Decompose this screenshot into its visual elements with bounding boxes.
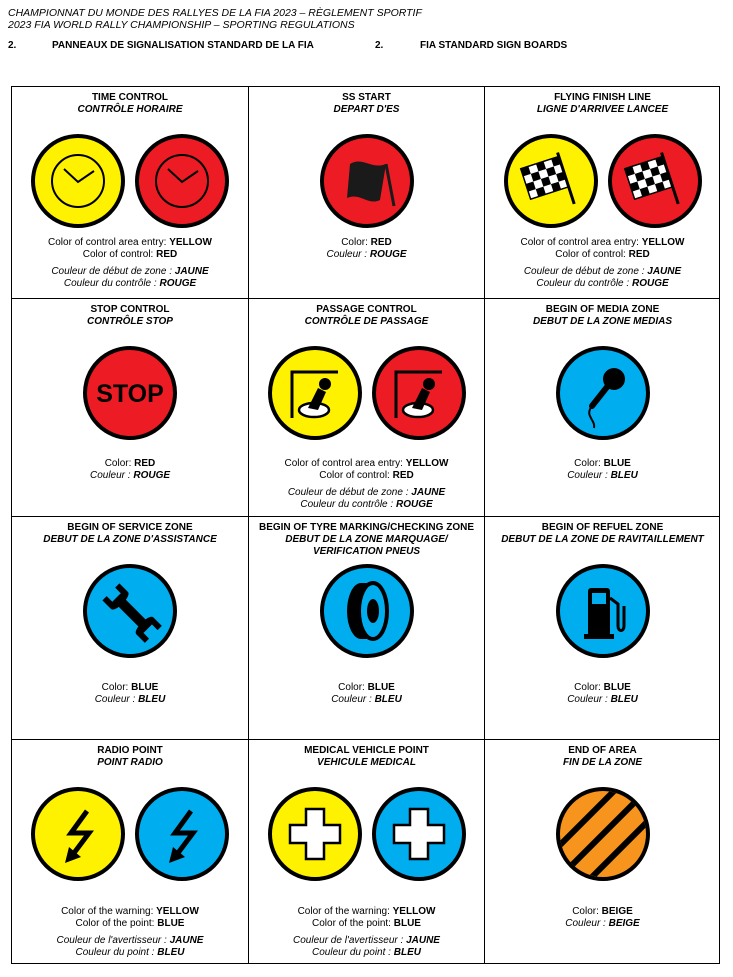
sign-cell: [485, 740, 720, 964]
sign-title-en: BEGIN OF REFUEL ZONE: [541, 522, 664, 533]
sign-title: [12, 522, 248, 546]
sign-title: [12, 92, 248, 116]
colour-note-value: BLUE: [603, 682, 631, 693]
sign-title: [12, 745, 248, 769]
colour-note-value: BLUE: [393, 918, 421, 929]
colour-note-value: YELLOW: [392, 906, 436, 917]
colour-note-value: JAUNE: [647, 266, 682, 277]
colour-note-line: [249, 249, 484, 261]
colour-note-label: Color:: [572, 906, 602, 917]
sign-cell: [12, 517, 248, 739]
sign-colour-notes: [12, 906, 248, 959]
sign-title: [249, 745, 484, 769]
sign-colour-notes: [485, 237, 720, 290]
colour-note-line: [249, 918, 484, 930]
colour-note-label: Color of control area entry:: [284, 458, 406, 469]
colour-note-label: Couleur du point :: [75, 947, 158, 958]
colour-note-value: BLEU: [157, 947, 185, 958]
colour-note-line: [12, 266, 248, 278]
colour-note-line: [12, 682, 248, 694]
colour-note-value: RED: [370, 237, 392, 248]
colour-note-label: Color of the warning:: [297, 906, 393, 917]
sign-board: [320, 134, 414, 228]
sign-title-fr: DEBUT DE LA ZONE D'ASSISTANCE: [43, 534, 217, 545]
sign-title-fr: DEBUT DE LA ZONE MEDIAS: [532, 316, 673, 327]
sign-colour-notes: [249, 237, 484, 261]
sign-title: [485, 304, 720, 328]
colour-note-line: [12, 278, 248, 290]
colour-note-line: [12, 918, 248, 930]
sign-boards: [485, 564, 720, 658]
colour-note-line: [249, 499, 484, 511]
sign-title-fr: CONTRÔLE HORAIRE: [77, 104, 183, 115]
sign-title-fr: CONTRÔLE DE PASSAGE: [304, 316, 429, 327]
sign-title: [249, 92, 484, 116]
colour-note-value: YELLOW: [169, 237, 212, 248]
colour-note-line: [485, 266, 720, 278]
colour-note-line: [485, 906, 720, 918]
sign-title-fr: VEHICULE MEDICAL: [317, 757, 416, 768]
sign-colour-notes: [12, 237, 248, 290]
sign-title-fr: POINT RADIO: [97, 757, 163, 768]
sign-cell: [12, 299, 248, 516]
sign-boards: [249, 787, 484, 881]
sign-cell: [249, 740, 484, 964]
sign-title-en: RADIO POINT: [97, 745, 163, 756]
sign-boards: [12, 787, 248, 881]
sign-title-en: MEDICAL VEHICLE POINT: [304, 745, 429, 756]
sign-title-en: STOP CONTROL: [90, 304, 170, 315]
colour-note-line: [485, 918, 720, 930]
sign-board: [608, 134, 702, 228]
sign-title: [12, 304, 248, 328]
sign-colour-notes: [249, 458, 484, 511]
colour-note-value: YELLOW: [156, 906, 199, 917]
sign-cell: [485, 87, 720, 298]
colour-note-line: [485, 682, 720, 694]
colour-note-value: RED: [134, 458, 156, 469]
colour-note-label: Couleur :: [567, 694, 611, 705]
colour-note-line: [12, 249, 248, 261]
sign-cell: [249, 299, 484, 516]
sign-board: [504, 134, 598, 228]
sign-boards: [12, 134, 248, 228]
sign-title-fr: DEBUT DE LA ZONE MARQUAGE/: [285, 534, 448, 545]
colour-note-line: [12, 935, 248, 947]
colour-note-line: [249, 694, 484, 706]
sign-colour-notes: [12, 682, 248, 706]
colour-note-label: Color of the point:: [75, 918, 158, 929]
sign-title-en: BEGIN OF SERVICE ZONE: [67, 522, 193, 533]
colour-note-value: YELLOW: [405, 458, 449, 469]
colour-note-label: Couleur :: [331, 694, 375, 705]
sign-title-en: SS START: [342, 92, 391, 103]
sign-boards: [249, 564, 484, 658]
colour-note-line: [12, 470, 248, 482]
sign-title-fr: FIN DE LA ZONE: [562, 757, 643, 768]
section-title-en: FIA STANDARD SIGN BOARDS: [420, 40, 568, 51]
sign-boards: [12, 564, 248, 658]
sign-title: [249, 304, 484, 328]
colour-note-value: RED: [392, 470, 414, 481]
colour-note-line: [12, 237, 248, 249]
colour-note-value: JAUNE: [411, 487, 446, 498]
colour-note-value: ROUGE: [395, 499, 433, 510]
sign-colour-notes: [249, 682, 484, 706]
sign-board: [31, 787, 125, 881]
sign-cell: [249, 517, 484, 739]
sign-title-en: END OF AREA: [568, 745, 637, 756]
sign-boards: [249, 346, 484, 440]
colour-note-value: BEIGE: [601, 906, 633, 917]
colour-note-value: ROUGE: [133, 470, 171, 481]
sign-title-fr: CONTRÔLE STOP: [87, 316, 173, 327]
sign-title-fr: DEBUT DE LA ZONE DE RAVITAILLEMENT: [501, 534, 704, 545]
sign-boards: [485, 346, 720, 440]
colour-note-line: [249, 935, 484, 947]
running-header-fr: CHAMPIONNAT DU MONDE DES RALLYES DE LA FIA 2023 – RÈGLEMENT SPORTIF: [8, 7, 422, 19]
sign-boards: [485, 787, 720, 881]
colour-note-label: Couleur de début de zone :: [51, 266, 175, 277]
sign-cell: [485, 517, 720, 739]
sign-title-fr: DEPART D'ES: [333, 104, 400, 115]
colour-note-label: Couleur :: [94, 694, 139, 705]
colour-note-label: Color of the warning:: [61, 906, 157, 917]
sign-board-table: [11, 86, 720, 964]
colour-note-line: [12, 906, 248, 918]
colour-note-value: BLUE: [367, 682, 395, 693]
colour-note-value: JAUNE: [174, 266, 209, 277]
sign-board: [556, 564, 650, 658]
sign-colour-notes: [485, 682, 720, 706]
sign-board: [83, 564, 177, 658]
colour-note-label: Color of control:: [319, 470, 393, 481]
colour-note-line: [249, 682, 484, 694]
sign-board: [31, 134, 125, 228]
colour-note-label: Couleur :: [89, 470, 134, 481]
sign-title-en: FLYING FINISH LINE: [554, 92, 651, 103]
sign-cell: [12, 740, 248, 964]
sign-boards: [249, 134, 484, 228]
colour-note-value: YELLOW: [641, 237, 685, 248]
colour-note-label: Couleur du contrôle :: [63, 278, 160, 289]
sign-title-fr: VERIFICATION PNEUS: [312, 546, 421, 557]
colour-note-line: [12, 947, 248, 959]
tyre-icon: [347, 583, 387, 639]
colour-note-line: [249, 470, 484, 482]
colour-note-line: [249, 237, 484, 249]
colour-note-value: ROUGE: [631, 278, 669, 289]
sign-title-en: BEGIN OF MEDIA ZONE: [545, 304, 660, 315]
sign-cell: [12, 87, 248, 298]
sign-board: [268, 346, 362, 440]
stop-label: STOP: [96, 380, 164, 408]
sign-cell: [249, 87, 484, 298]
colour-note-label: Color:: [341, 237, 371, 248]
colour-note-label: Color of control area entry:: [48, 237, 170, 248]
colour-note-value: ROUGE: [369, 249, 407, 260]
section-title-fr: PANNEAUX DE SIGNALISATION STANDARD DE LA FIA: [52, 40, 314, 51]
sign-board: [372, 346, 466, 440]
sign-boards: [12, 346, 248, 440]
colour-note-value: BLEU: [374, 694, 402, 705]
colour-note-line: [249, 947, 484, 959]
colour-note-label: Couleur du contrôle :: [536, 278, 632, 289]
colour-note-label: Couleur de l'avertisseur :: [56, 935, 170, 946]
colour-note-value: BEIGE: [608, 918, 640, 929]
colour-note-value: JAUNE: [169, 935, 204, 946]
colour-note-label: Color:: [101, 682, 132, 693]
colour-note-label: Color of the point:: [312, 918, 394, 929]
colour-note-value: ROUGE: [159, 278, 197, 289]
colour-note-label: Couleur de l'avertisseur :: [293, 935, 407, 946]
colour-note-label: Color of control:: [82, 249, 157, 260]
colour-note-value: BLEU: [610, 694, 638, 705]
colour-note-line: [12, 458, 248, 470]
sign-colour-notes: [485, 906, 720, 930]
sign-board: [135, 134, 229, 228]
colour-note-line: [249, 487, 484, 499]
colour-note-line: [249, 458, 484, 470]
colour-note-label: Couleur de début de zone :: [287, 487, 412, 498]
colour-note-line: [12, 694, 248, 706]
colour-note-label: Color:: [338, 682, 368, 693]
colour-note-line: [249, 906, 484, 918]
sign-colour-notes: [249, 906, 484, 959]
colour-note-label: Color of control area entry:: [520, 237, 642, 248]
sign-board: [556, 346, 650, 440]
sign-title: [249, 522, 484, 558]
colour-note-label: Color:: [104, 458, 135, 469]
sign-title-en: BEGIN OF TYRE MARKING/CHECKING ZONE: [258, 522, 474, 533]
sign-title-en: PASSAGE CONTROL: [316, 304, 417, 315]
colour-note-label: Couleur :: [567, 470, 611, 481]
colour-note-value: BLEU: [393, 947, 421, 958]
sign-boards: [485, 134, 720, 228]
sign-title-en: TIME CONTROL: [91, 92, 169, 103]
sign-board: [135, 787, 229, 881]
sign-colour-notes: [485, 458, 720, 482]
colour-note-line: [485, 694, 720, 706]
colour-note-value: BLUE: [157, 918, 185, 929]
colour-note-label: Couleur du point :: [312, 947, 394, 958]
sign-colour-notes: [12, 458, 248, 482]
colour-note-label: Couleur du contrôle :: [300, 499, 396, 510]
sign-board: [268, 787, 362, 881]
colour-note-label: Color:: [574, 682, 604, 693]
colour-note-line: [485, 249, 720, 261]
colour-note-line: [485, 470, 720, 482]
sign-cell: [485, 299, 720, 516]
sign-title: [485, 745, 720, 769]
section-number-en: 2.: [375, 40, 384, 51]
colour-note-value: BLEU: [610, 470, 638, 481]
colour-note-line: [485, 278, 720, 290]
colour-note-line: [485, 458, 720, 470]
colour-note-value: BLUE: [131, 682, 159, 693]
sign-board: [372, 787, 466, 881]
colour-note-label: Couleur de début de zone :: [523, 266, 648, 277]
colour-note-label: Couleur :: [326, 249, 370, 260]
colour-note-label: Color:: [574, 458, 604, 469]
colour-note-value: RED: [156, 249, 178, 260]
colour-note-line: [485, 237, 720, 249]
colour-note-label: Couleur :: [565, 918, 609, 929]
colour-note-label: Color of control:: [555, 249, 629, 260]
section-number-fr: 2.: [8, 40, 17, 51]
running-header-en: 2023 FIA WORLD RALLY CHAMPIONSHIP – SPORTING REGULATIONS: [8, 19, 355, 31]
sign-board: [320, 564, 414, 658]
sign-title-fr: LIGNE D'ARRIVEE LANCEE: [536, 104, 669, 115]
colour-note-value: RED: [628, 249, 650, 260]
sign-title: [485, 92, 720, 116]
colour-note-value: JAUNE: [406, 935, 440, 946]
sign-board: [83, 346, 177, 440]
sign-board: [556, 787, 650, 881]
colour-note-value: BLUE: [603, 458, 631, 469]
sign-title: [485, 522, 720, 546]
colour-note-value: BLEU: [138, 694, 166, 705]
stop-text-icon: [96, 380, 164, 408]
